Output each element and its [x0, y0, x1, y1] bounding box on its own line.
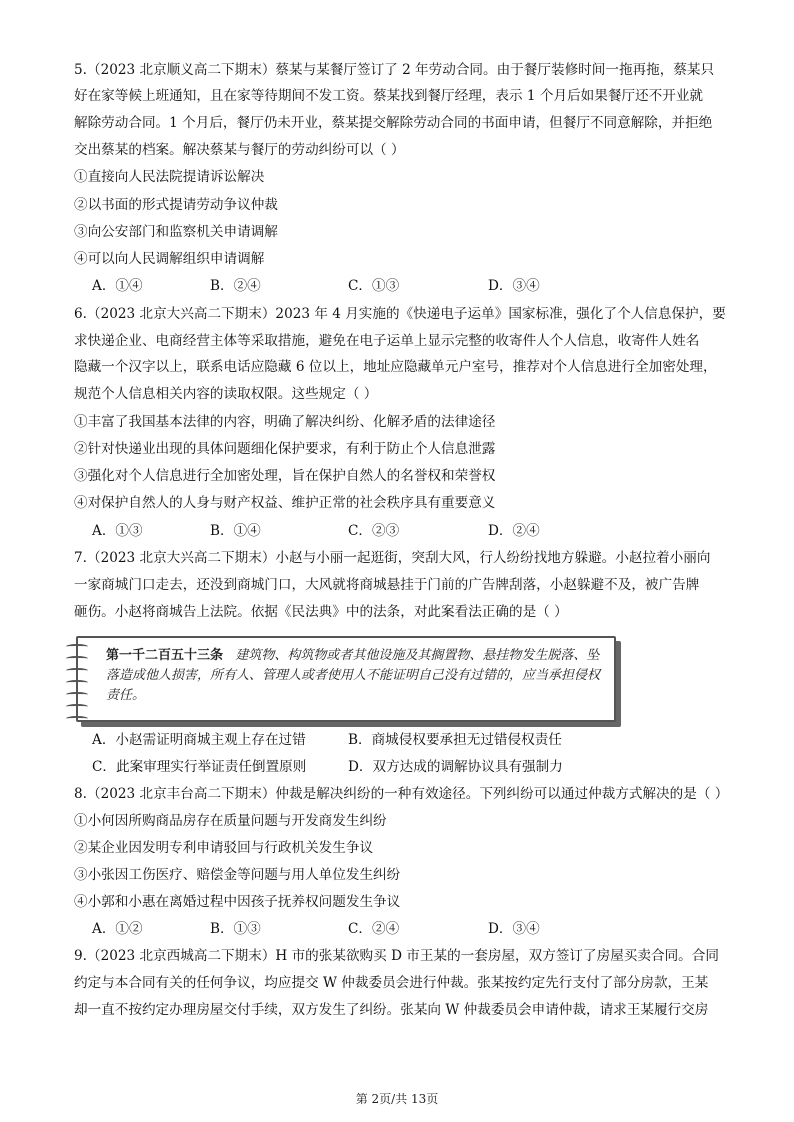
question-5-option-b: B．②④ — [210, 278, 261, 294]
question-8-item: ②某企业因发明专利申请驳回与行政机关发生争议 — [74, 840, 374, 856]
question-5-option-a: A．①④ — [92, 278, 143, 294]
question-9-line-2: 约定与本合同有关的任何争议，均应提交 W 仲裁委员会进行仲裁。张某按约定先行支付了部分房款，王某 — [74, 975, 709, 991]
question-8-line-1: 8.（2023 北京丰台高二下期末）仲裁是解决纠纷的一种有效途径。下列纠纷可以通过仲裁方式解决的是（ ） — [74, 786, 729, 802]
question-7-option-d: D．双方达成的调解协议具有强制力 — [348, 759, 563, 775]
law-article-number: 第一千二百五十三条 — [106, 648, 224, 663]
question-5-line-3: 解除劳动合同。1 个月后，餐厅仍未开业，蔡某提交解除劳动合同的书面申请，但餐厅不同意解除，并拒绝 — [74, 115, 713, 131]
question-6-item: ④对保护自然人的人身与财产权益、维护正常的社会秩序具有重要意义 — [74, 495, 496, 511]
question-6-option-a: A．①③ — [92, 523, 143, 539]
question-7-line-1: 7.（2023 北京大兴高二下期末）小赵与小丽一起逛街，突刮大风，行人纷纷找地方躲避。小赵拉着小丽向 — [74, 550, 711, 566]
question-8-item: ①小何因所购商品房存在质量问题与开发商发生纠纷 — [74, 813, 387, 829]
question-5-item: ④可以向人民调解组织申请调解 — [74, 251, 265, 267]
question-6-line-2: 求快递企业、电商经营主体等采取措施，避免在电子运单上显示完整的收寄件人个人信息，收寄件人姓名 — [74, 333, 700, 349]
question-6-item: ①丰富了我国基本法律的内容，明确了解决纠纷、化解矛盾的法律途径 — [74, 414, 496, 430]
question-5-option-c: C．①③ — [348, 278, 400, 294]
question-6-line-3: 隐藏一个汉字以上，联系电话应隐藏 6 位以上，地址应隐藏单元户室号，推荐对个人信息进行全加密处理， — [74, 359, 717, 375]
question-6-option-c: C．②③ — [348, 523, 400, 539]
law-article-body: 建筑物、构筑物或者其他设施及其搁置物、悬挂物发生脱落、坠落造成他人损害，所有人、管理人或者使用人不能证明自己没有过错的，应当承担侵权责任。 — [106, 648, 601, 703]
question-8-option-c: C．②④ — [348, 921, 400, 937]
question-5-item: ②以书面的形式提请劳动争议仲裁 — [74, 197, 278, 213]
page-number-footer: 第 2页/共 13页 — [355, 1092, 439, 1106]
notebook-coil-icon — [66, 644, 88, 714]
question-8-item: ③小张因工伤医疗、赔偿金等问题与用人单位发生纠纷 — [74, 867, 401, 883]
question-5-line-2: 好在家等候上班通知，且在家等待期间不发工资。蔡某找到餐厅经理，表示 1 个月后如果餐厅还不开业就 — [74, 88, 704, 104]
question-5-line-1: 5.（2023 北京顺义高二下期末）蔡某与某餐厅签订了 2 年劳动合同。由于餐厅装修时间一拖再拖，蔡某只 — [74, 62, 715, 78]
question-5-line-4: 交出蔡某的档案。解决蔡某与餐厅的劳动纠纷可以（ ） — [74, 142, 405, 158]
question-5-option-d: D．③④ — [488, 278, 540, 294]
question-6-option-b: B．①④ — [210, 523, 261, 539]
question-6-option-d: D．②④ — [488, 523, 540, 539]
question-7-option-c: C．此案审理实行举证责任倒置原则 — [92, 759, 307, 775]
law-article-card — [76, 636, 616, 722]
question-8-option-b: B．①③ — [210, 921, 261, 937]
question-8-option-d: D．③④ — [488, 921, 540, 937]
question-6-item: ③强化对个人信息进行全加密处理，旨在保护自然人的名誉权和荣誉权 — [74, 468, 496, 484]
question-6-line-4: 规范个人信息相关内容的读取权限。这些规定（ ） — [74, 386, 378, 402]
question-7-line-2: 一家商城门口走去，还没到商城门口，大风就将商城悬挂于门前的广告牌刮落，小赵躲避不及，被广告牌 — [74, 577, 700, 593]
question-6-line-1: 6.（2023 北京大兴高二下期末）2023 年 4 月实施的《快递电子运单》国家标准，强化了个人信息保护，要 — [74, 306, 726, 322]
question-8-option-a: A．①② — [92, 921, 143, 937]
question-7-option-a: A．小赵需证明商城主观上存在过错 — [92, 732, 306, 748]
question-8-item: ④小郭和小惠在离婚过程中因孩子抚养权问题发生争议 — [74, 894, 401, 910]
question-7-option-b: B．商城侵权要承担无过错侵权责任 — [348, 732, 562, 748]
question-9-line-1: 9.（2023 北京西城高二下期末）H 市的张某欲购买 D 市王某的一套房屋，双方签订了房屋买卖合同。合同 — [74, 948, 719, 964]
question-5-item: ①直接向人民法院提请诉讼解决 — [74, 169, 265, 185]
question-7-line-3: 砸伤。小赵将商城告上法院。依据《民法典》中的法条，对此案看法正确的是（ ） — [74, 604, 568, 620]
question-5-item: ③向公安部门和监察机关申请调解 — [74, 224, 278, 240]
law-article-text — [106, 646, 602, 706]
question-6-item: ②针对快递业出现的具体问题细化保护要求，有利于防止个人信息泄露 — [74, 441, 496, 457]
question-9-line-3: 却一直不按约定办理房屋交付手续，双方发生了纠纷。张某向 W 仲裁委员会申请仲裁，请求王某履行交房 — [74, 1002, 709, 1018]
